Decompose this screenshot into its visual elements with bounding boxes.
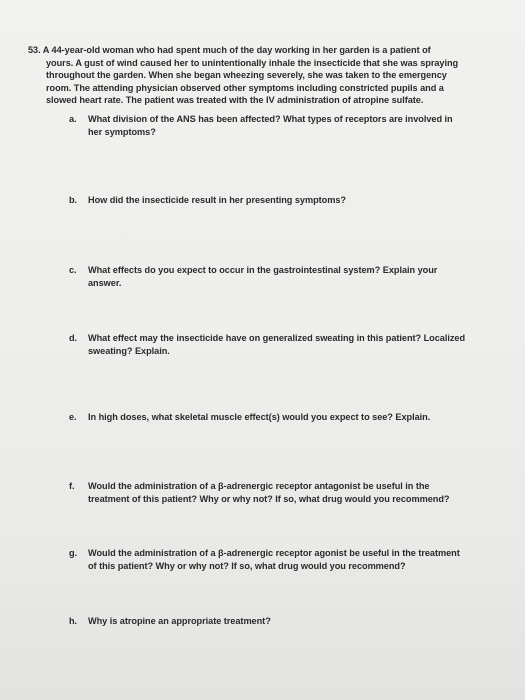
- question-letter: g.: [69, 548, 78, 558]
- question-g: [69, 547, 489, 572]
- intro-line-1: 53. A 44-year-old woman who had spent much of the day working in her garden is a patient of: [28, 45, 431, 55]
- question-letter: e.: [69, 412, 77, 422]
- question-h: [69, 615, 489, 628]
- question-text: Why is atropine an appropriate treatment?: [88, 616, 271, 626]
- problem-intro: [28, 44, 488, 107]
- question-b: [69, 194, 489, 207]
- question-text: In high doses, what skeletal muscle effect(s) would you expect to see? Explain.: [88, 412, 431, 422]
- question-f: [69, 480, 489, 505]
- question-e: [69, 411, 489, 424]
- intro-line-3: throughout the garden. When she began wheezing severely, she was taken to the emergency: [46, 70, 447, 81]
- question-a: [69, 113, 489, 138]
- question-d: [69, 332, 489, 357]
- question-letter: d.: [69, 333, 78, 343]
- question-letter: a.: [69, 114, 77, 124]
- question-letter: c.: [69, 265, 77, 275]
- question-text: What effects do you expect to occur in the gastrointestinal system? Explain your answer.: [88, 265, 438, 288]
- intro-line-4: room. The attending physician observed other symptoms including constricted pupils and a: [46, 82, 444, 93]
- intro-line-2: yours. A gust of wind caused her to unintentionally inhale the insecticide that she was spraying: [46, 57, 459, 68]
- question-letter: b.: [69, 195, 78, 205]
- question-c: [69, 264, 489, 289]
- question-letter: h.: [69, 616, 78, 626]
- question-text: Would the administration of a β-adrenergic receptor agonist be useful in the treatment of this patient? Why or why not? If so, what drug would you recommend?: [88, 548, 460, 571]
- problem-number: 53.: [28, 45, 41, 55]
- question-text: How did the insecticide result in her presenting symptoms?: [88, 195, 346, 205]
- question-text: What division of the ANS has been affected? What types of receptors are involved in her symptoms?: [88, 114, 453, 137]
- question-letter: f.: [69, 481, 75, 491]
- question-text: Would the administration of a β-adrenergic receptor antagonist be useful in the treatment of this patient? Why or why not? If so, what drug would you recommend?: [88, 481, 450, 504]
- intro-line-5: slowed heart rate. The patient was treated with the IV administration of atropine sulfate.: [46, 95, 424, 106]
- question-text: What effect may the insecticide have on generalized sweating in this patient? Localized sweating? Explain.: [88, 333, 466, 356]
